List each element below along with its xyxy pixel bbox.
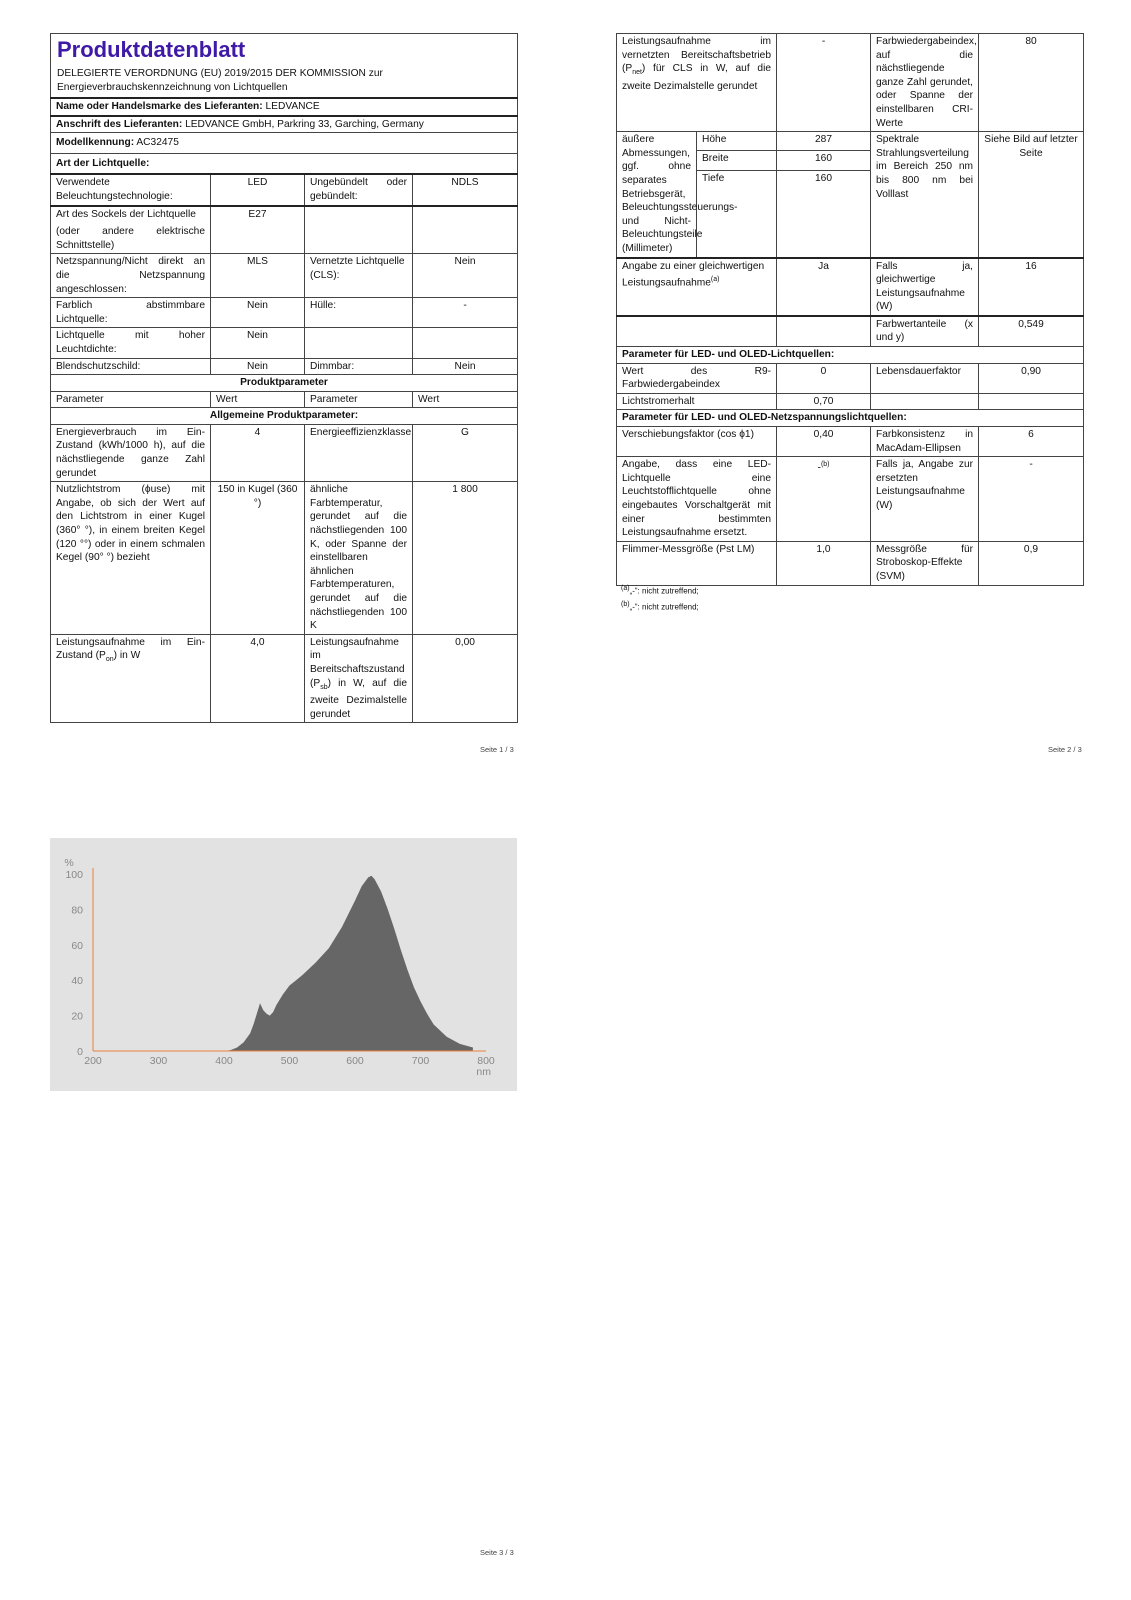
spectrum-chart-box	[50, 838, 517, 1091]
page2-footer: Seite 2 / 3	[1048, 745, 1082, 754]
strobo-label: Messgröße für Stroboskop-Effekte (SVM)	[871, 541, 979, 585]
r9-label: Wert des R9-Farbwiedergabeindex	[617, 363, 777, 393]
psb-label: Leistungsaufnahme im Bereitschaftszustand $(P_{sb})$ in W, auf die zweite Dezimalstelle gerundet	[305, 634, 413, 723]
flicker-label: Flimmer-Messgröße (Pst LM)	[617, 541, 777, 585]
flicker-value: 1,0	[777, 541, 871, 585]
product-params-heading: Produktparameter	[51, 375, 518, 392]
col-header-value-2: Wert	[413, 391, 518, 408]
page1-footer: Seite 1 / 3	[480, 745, 514, 754]
page1-table	[50, 33, 518, 723]
x-tick-label: 800	[477, 1055, 495, 1067]
pon-label: Leistungsaufnahme im Ein-Zustand $(P_{on})$ in W	[51, 634, 211, 723]
pon-value: 4,0	[211, 634, 305, 723]
col-header-value: Wert	[211, 391, 305, 408]
high-luminance-value: Nein	[211, 328, 305, 358]
cls-label: Vernetzte Lichtquelle (CLS):	[305, 254, 413, 298]
regulation-text: DELEGIERTE VERORDNUNG (EU) 2019/2015 DER KOMMISSION zur Energieverbrauchskennzeichnung von Lichtquellen	[57, 68, 383, 93]
psb-value: 0,00	[413, 634, 518, 723]
tech-value: LED	[211, 174, 305, 205]
y-tick-label: 80	[71, 904, 83, 917]
lumen-label: Lichtstromerhalt	[617, 393, 777, 410]
page2-table	[616, 33, 1084, 586]
x-tick-label: 600	[346, 1055, 364, 1067]
x-tick-label: 300	[149, 1055, 168, 1067]
chroma-label: Farbwertanteile (x und y)	[871, 316, 979, 347]
general-params-heading: Allgemeine Produktparameter:	[51, 408, 518, 425]
equiv-label: Angabe zu einer gleichwertigen Leistungsaufnahme$^{(a)}$	[617, 258, 777, 316]
cap-label: Art des Sockels der Lichtquelle	[56, 208, 196, 220]
mains-value: MLS	[211, 254, 305, 298]
eec-value: G	[413, 424, 518, 481]
cap-label-cell	[51, 206, 211, 254]
x-tick-label: 700	[411, 1055, 430, 1067]
dpf-value: 0,40	[777, 427, 871, 457]
glare-label: Blendschutzschild:	[51, 358, 211, 375]
x-tick-label: 400	[215, 1055, 233, 1067]
footnote-a: $^{(a)}$„-“: nicht zutreffend;	[621, 585, 699, 596]
mains-params-heading: Parameter für LED- und OLED-Netzspannungslichtquellen:	[617, 410, 1084, 427]
cct-label: ähnliche Farbtemperatur, gerundet auf die nächstliegenden 100 K, oder Spanne der einstellbaren ähnlichen Farbtemperaturen, gerundet auf die nächstliegenden 100 K	[305, 482, 413, 635]
equiv-power-label: Falls ja, gleichwertige Leistungsaufnahme (W)	[871, 258, 979, 316]
depth-label: Tiefe	[697, 170, 777, 258]
cls-value: Nein	[413, 254, 518, 298]
tech-label: Verwendete Beleuchtungstechnologie:	[51, 174, 211, 205]
spectral-label: Spektrale Strahlungsverteilung im Bereich 250 nm bis 800 nm bei Volllast	[871, 132, 979, 258]
mains-label: Netzspannung/Nicht direkt an die Netzspannung angeschlossen:	[51, 254, 211, 298]
dim-label: Dimmbar:	[305, 358, 413, 375]
y-tick-label: 20	[71, 1010, 83, 1023]
replace-value: -$^{(b)}$	[777, 457, 871, 542]
cri-value: 80	[979, 34, 1084, 132]
page3-footer: Seite 3 / 3	[480, 1548, 514, 1557]
tunable-value: Nein	[211, 298, 305, 328]
focus-value: NDLS	[413, 174, 518, 205]
r9-value: 0	[777, 363, 871, 393]
x-tick-label: 500	[280, 1055, 299, 1067]
cap-label-2: (oder andere elektrische Schnittstelle)	[56, 226, 205, 251]
envelope-value: -	[413, 298, 518, 328]
replace-power-label: Falls ja, Angabe zur ersetzten Leistungsaufnahme (W)	[871, 457, 979, 542]
supplier-value: LEDVANCE	[265, 101, 320, 112]
dims-label: äußere Abmessungen, ggf. ohne separates Betriebsgerät, Beleuchtungssteuerungs- und Nicht-Beleuchtungsteile (Millimeter)	[617, 132, 697, 258]
address-row	[51, 116, 518, 133]
y-axis-label: %	[64, 857, 74, 869]
spectral-value: Siehe Bild auf letzter Seite	[979, 132, 1084, 258]
footnote-b: $^{(b)}$„-“: nicht zutreffend;	[621, 601, 699, 612]
spectrum-area	[224, 876, 473, 1051]
lumen-value: 0,70	[777, 393, 871, 410]
envelope-label: Hülle:	[305, 298, 413, 328]
y-tick-label: 0	[77, 1046, 83, 1058]
survival-label: Lebensdauerfaktor	[871, 363, 979, 393]
title-cell	[51, 34, 518, 99]
depth-value: 160	[777, 170, 871, 258]
x-axis-label: nm	[476, 1066, 491, 1078]
width-value: 160	[777, 151, 871, 170]
height-value: 287	[777, 132, 871, 151]
spectrum-chart	[50, 838, 517, 1091]
col-header-param: Parameter	[51, 391, 211, 408]
cri-label: Farbwiedergabeindex, auf die nächstliegende ganze Zahl gerundet, oder Spanne der einstellbaren CRI-Werte	[871, 34, 979, 132]
tunable-label: Farblich abstimmbare Lichtquelle:	[51, 298, 211, 328]
model-label: Modellkennung:	[56, 137, 135, 149]
flux-value: 150 in Kugel (360 °)	[211, 482, 305, 635]
energy-value: 4	[211, 424, 305, 481]
energy-label: Energieverbrauch im Ein-Zustand (kWh/1000 h), auf die nächstliegende ganze Zahl gerundet	[51, 424, 211, 481]
y-tick-label: 100	[65, 869, 83, 881]
col-header-param-2: Parameter	[305, 391, 413, 408]
pnet-value: -	[777, 34, 871, 132]
focus-label: Ungebündelt oder gebündelt:	[305, 174, 413, 205]
model-row	[51, 133, 518, 154]
glare-value: Nein	[211, 358, 305, 375]
color-consistency-value: 6	[979, 427, 1084, 457]
type-heading: Art der Lichtquelle:	[51, 153, 518, 174]
y-tick-label: 60	[71, 939, 83, 952]
x-tick-label: 200	[84, 1055, 102, 1067]
high-luminance-label: Lichtquelle mit hoher Leuchtdichte:	[51, 328, 211, 358]
width-label: Breite	[697, 151, 777, 170]
led-params-heading: Parameter für LED- und OLED-Lichtquellen:	[617, 347, 1084, 364]
equiv-value: Ja	[777, 258, 871, 316]
address-value: LEDVANCE GmbH, Parkring 33, Garching, Germany	[185, 118, 424, 130]
height-label: Höhe	[697, 132, 777, 151]
replace-power-value: -	[979, 457, 1084, 542]
color-consistency-label: Farbkonsistenz in MacAdam-Ellipsen	[871, 427, 979, 457]
supplier-label: Name oder Handelsmarke des Lieferanten:	[56, 101, 263, 112]
cap-value: E27	[211, 206, 305, 254]
model-value: AC32475	[136, 137, 179, 149]
replace-label: Angabe, dass eine LED-Lichtquelle eine Leuchtstofflichtquelle ohne eingebautes Vorschaltgerät mit einer bestimmten Leistungsaufnahme ersetzt.	[617, 457, 777, 542]
page-title: Produktdatenblatt	[57, 37, 246, 62]
cct-value: 1 800	[413, 482, 518, 635]
pnet-label: Leistungsaufnahme im vernetzten Bereitschaftsbetrieb $(P_{net})$ für CLS in W, auf die zweite Dezimalstelle gerundet	[617, 34, 777, 132]
supplier-row	[51, 98, 518, 116]
chroma-value: 0,549	[979, 316, 1084, 347]
dim-value: Nein	[413, 358, 518, 375]
eec-label: Energieeffizienzklasse	[305, 424, 413, 481]
dpf-label: Verschiebungsfaktor (cos ϕ1)	[617, 427, 777, 457]
address-label: Anschrift des Lieferanten:	[56, 118, 183, 130]
equiv-power-value: 16	[979, 258, 1084, 316]
flux-label: Nutzlichtstrom (ϕuse) mit Angabe, ob sich der Wert auf den Lichtstrom in einer Kugel (360° °), in einem breiten Kegel (120 °°) oder in einem schmalen Kegel (90° °) bezieht	[51, 482, 211, 635]
survival-value: 0,90	[979, 363, 1084, 393]
y-tick-label: 40	[71, 975, 83, 988]
strobo-value: 0,9	[979, 541, 1084, 585]
